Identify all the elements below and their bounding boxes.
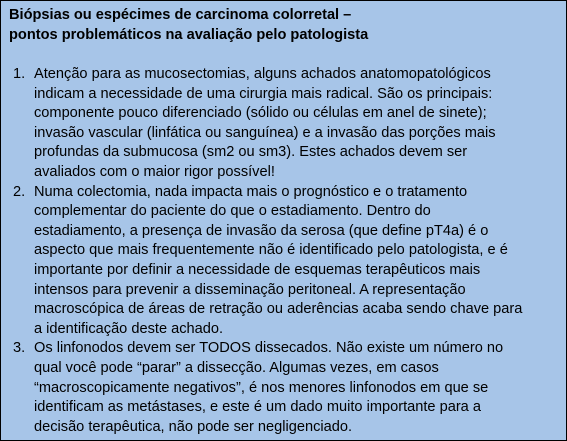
numbered-list: [9, 65, 558, 437]
list-item-line: componente pouco diferenciado (sólido ou células em anel de sinete);: [34, 105, 487, 122]
list-item-line: aspecto que mais frequentemente não é identificado pelo patologista, e é: [34, 242, 508, 259]
list-item-line: Numa colectomia, nada impacta mais o prognóstico e o tratamento: [34, 183, 468, 200]
list-item-line: importante por definir a necessidade de esquemas terapêuticos mais: [34, 261, 481, 278]
list-item-line: intensos para prevenir a disseminação peritoneal. A representação: [34, 281, 466, 298]
list-item-line: avaliados com o maior rigor possível!: [34, 163, 275, 180]
list-item-line: estadiamento, a presença de invasão da serosa (que define pT4a) é o: [34, 222, 489, 239]
title-line: Biópsias ou espécimes de carcinoma colorretal –: [9, 7, 352, 23]
list-item-text: [34, 183, 558, 340]
list-item-line: Os linfonodos devem ser TODOS dissecados. Não existe um número no: [34, 340, 504, 357]
list-item-line: “macroscopicamente negativos”, é nos menores linfonodos em que se: [34, 379, 489, 396]
list-item: [9, 183, 558, 340]
title-line: pontos problemáticos na avaliação pelo patologista: [9, 27, 369, 43]
list-item-line: identificam as metástases, e este é um dado muito importante para a: [34, 399, 481, 416]
list-item-line: a identificação deste achado.: [34, 320, 224, 337]
list-item-text: [34, 339, 558, 437]
box-title: [9, 5, 558, 45]
list-item-number: 1.: [13, 66, 26, 82]
list-item-line: complementar do paciente do que o estadiamento. Dentro do: [34, 203, 431, 220]
list-item-number: 2.: [13, 183, 26, 200]
list-item-text: [34, 65, 558, 183]
list-item-line: decisão terapêutica, não pode ser negligenciado.: [34, 418, 353, 435]
list-item-line: profundas da submucosa (sm2 ou sm3). Estes achados devem ser: [34, 144, 468, 161]
list-item-line: invasão vascular (linfática ou sanguínea) e a invasão das porções mais: [34, 124, 496, 141]
list-item-number: 3.: [13, 340, 26, 357]
list-item-line: indicam a necessidade de uma cirurgia mais radical. São os principais:: [34, 85, 493, 102]
list-item: [9, 65, 558, 183]
list-item-line: qual você pode “parar” a dissecção. Algumas vezes, em casos: [34, 359, 439, 376]
list-item: [9, 339, 558, 437]
list-item-line: macroscópica de áreas de retração ou aderências acaba sendo chave para: [34, 301, 523, 318]
list-item-line: Atenção para as mucosectomias, alguns achados anatomopatológicos: [34, 66, 491, 82]
